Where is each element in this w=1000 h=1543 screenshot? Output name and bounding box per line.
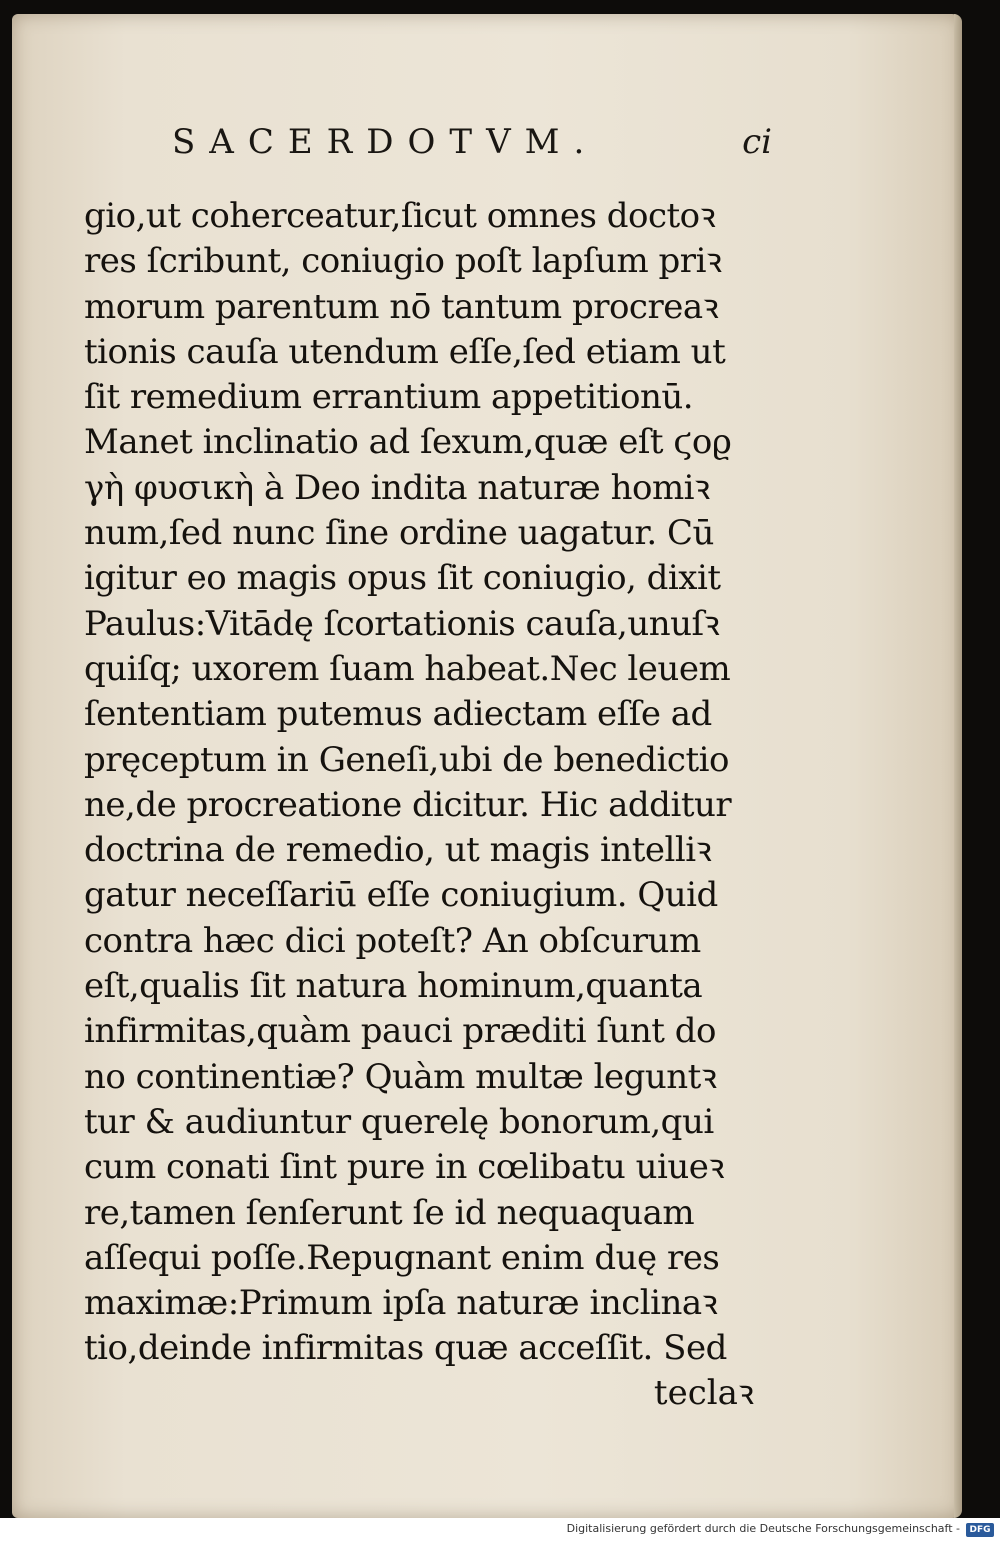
- text-line: igitur eo magis opus ſit coniugio, dixit: [84, 558, 721, 599]
- text-line: ne,de procreatione dicitur. Hic additur: [84, 784, 732, 825]
- text-line: quiſq; uxorem ſuam habeat.Nec leuem: [84, 648, 731, 689]
- text-line: cum conati ſint pure in cœlibatu uiueꝛ: [84, 1147, 724, 1188]
- page-header: [172, 122, 772, 170]
- text-line: tur & audiuntur querelę bonorum,qui: [84, 1101, 714, 1142]
- text-line: gio,ut coherceatur,ſicut omnes doctoꝛ: [84, 196, 716, 236]
- text-line: doctrina de remedio, ut magis intelliꝛ: [84, 830, 712, 871]
- text-line: aſſequi poſſe.Repugnant enim duę res: [84, 1237, 720, 1278]
- text-line: re,tamen ſenſerunt ſe id nequaquam: [84, 1192, 695, 1233]
- text-line: contra hæc dici poteſt? An obſcurum: [84, 920, 701, 961]
- text-line: morum parentum nō tantum procreaꝛ: [84, 286, 719, 327]
- text-line: tio,deinde infirmitas quæ acceſſit. Sed: [84, 1328, 727, 1369]
- text-line: γὴ φυσικὴ à Deo indita naturæ homiꝛ: [84, 467, 710, 508]
- text-line: ſit remedium errantium appetitionū.: [84, 377, 694, 418]
- folio-number: ci: [742, 122, 772, 162]
- text-line: maximæ:Primum ipſa naturæ inclinaꝛ: [84, 1283, 718, 1324]
- text-line: Manet inclinatio ad ſexum,quæ eſt ϛοϱ: [84, 422, 732, 463]
- text-line: pręceptum in Geneſi,ubi de benedictio: [84, 739, 729, 780]
- text-line: Paulus:Vitādę ſcortationis cauſa,unuſꝛ: [84, 603, 720, 644]
- funding-credit: Digitalisierung gefördert durch die Deutsche Forschungsgemeinschaft -: [566, 1522, 960, 1535]
- text-line: tionis cauſa utendum eſſe,ſed etiam ut: [84, 331, 726, 372]
- text-line: res ſcribunt, coniugio poſt lapſum priꝛ: [84, 241, 722, 282]
- text-line: num,ſed nunc ſine ordine uagatur. Cū: [84, 513, 714, 554]
- catchword: teclaꝛ: [653, 1373, 754, 1413]
- book-page: [12, 14, 962, 1518]
- text-line: no continentiæ? Quàm multæ leguntꝛ: [84, 1056, 717, 1097]
- text-line: gatur neceſſariū eſſe coniugium. Quid: [84, 875, 718, 916]
- text-line: infirmitas,quàm pauci præditi ſunt do: [84, 1011, 716, 1052]
- text-line: eſt,qualis ſit natura hominum,quanta: [84, 966, 703, 1007]
- page-edge: [954, 14, 962, 1518]
- digitization-footer: [0, 1518, 1000, 1543]
- text-block: [84, 194, 774, 1372]
- dfg-logo-icon: DFG: [966, 1523, 994, 1537]
- text-line: ſententiam putemus adiectam eſſe ad: [84, 694, 712, 735]
- running-head: SACERDOTVM.: [172, 122, 599, 162]
